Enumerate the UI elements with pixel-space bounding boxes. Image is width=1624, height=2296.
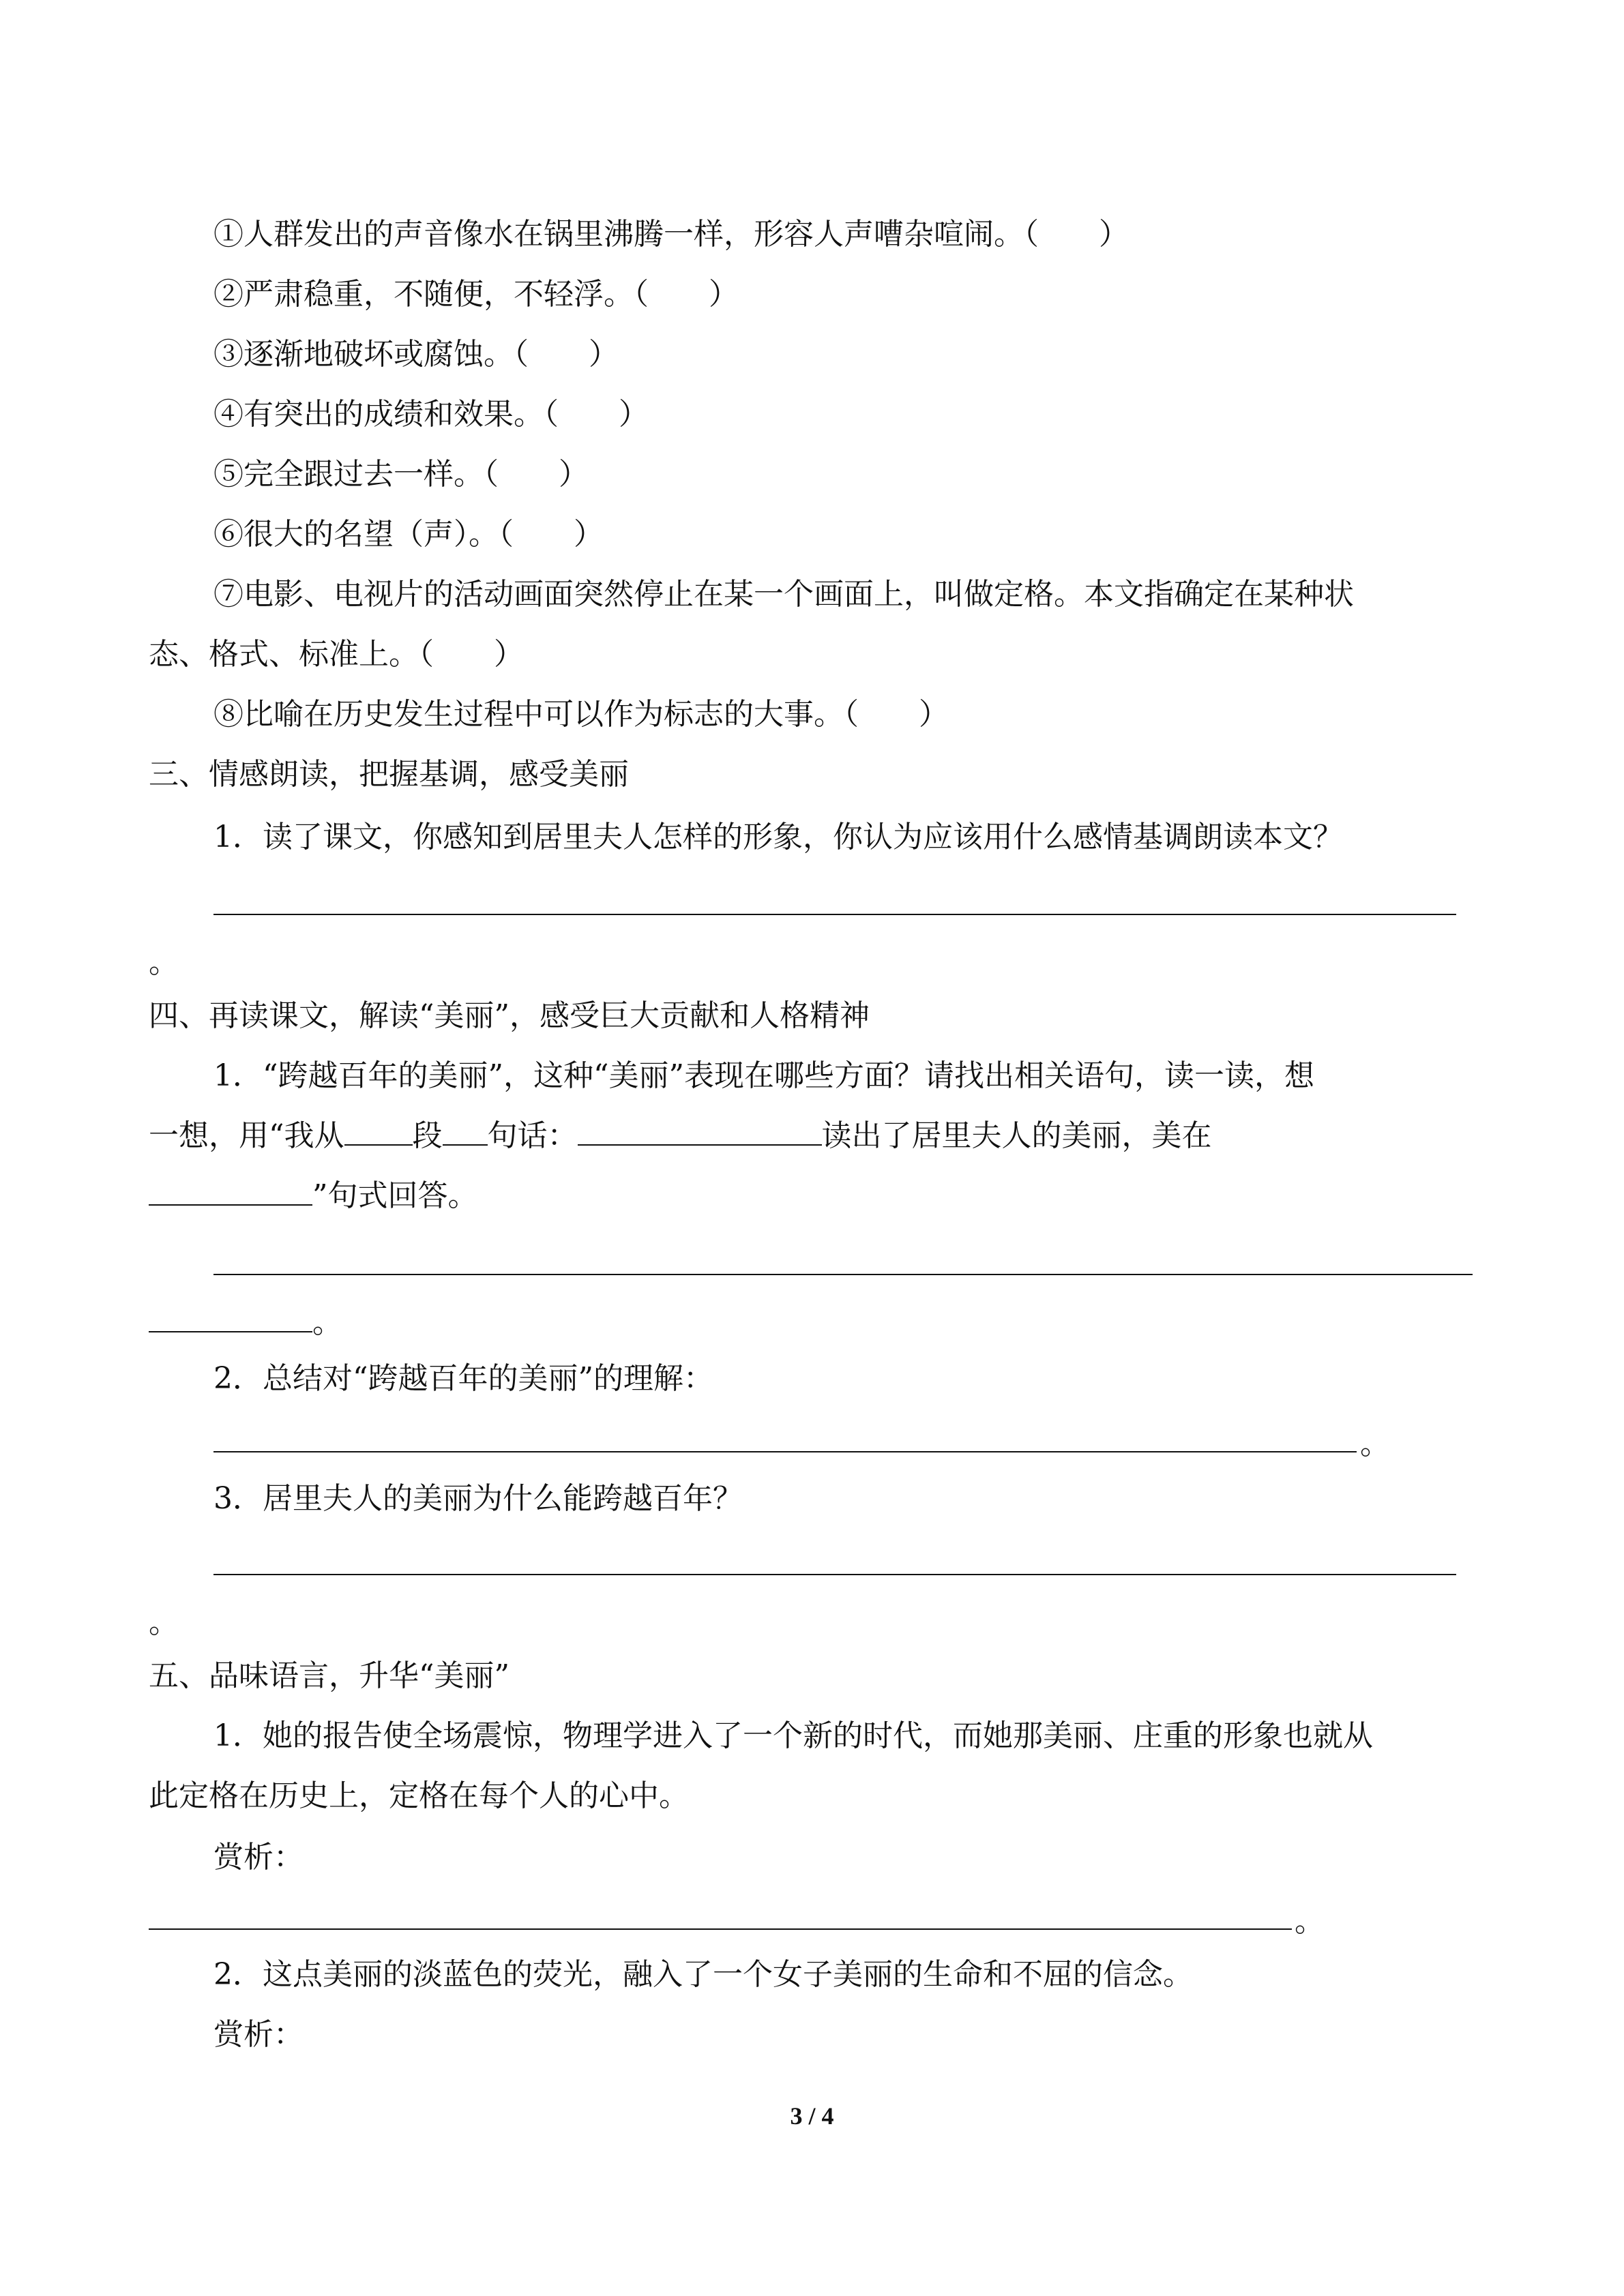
definition-item-5: ⑤完全跟过去一样。（ ） xyxy=(213,457,589,492)
section-4-question-3: 3．居里夫人的美丽为什么能跨越百年？ xyxy=(213,1481,743,1516)
section-5-question-2: 2．这点美丽的淡蓝色的荧光，融入了一个女子美丽的生命和不屈的信念。 xyxy=(213,1957,1193,1992)
section-3-heading: 三、情感朗读，把握基调，感受美丽 xyxy=(149,757,629,792)
definition-item-4: ④有突出的成绩和效果。（ ） xyxy=(213,397,649,432)
section-5-question-1-line-1: 1．她的报告使全场震惊，物理学进入了一个新的时代，而她那美丽、庄重的形象也就从 xyxy=(213,1718,1373,1753)
blank-paragraph[interactable] xyxy=(344,1117,413,1146)
answer-line-s4-q1-b[interactable] xyxy=(149,1304,312,1332)
answer-line-s4-q1-a[interactable] xyxy=(213,1274,1473,1275)
q1-text-d: 读出了居里夫人的美丽，美在 xyxy=(821,1118,1212,1153)
section-5-heading: 五、品味语言，升华“美丽” xyxy=(149,1658,510,1693)
answer-end-s4-q1: 。 xyxy=(312,1305,342,1340)
answer-end-s5-q1: 。 xyxy=(1295,1904,1325,1939)
answer-end-s4-q3: 。 xyxy=(149,1605,179,1640)
section-3-question-1: 1．读了课文，你感知到居里夫人怎样的形象，你认为应该用什么感情基调朗读本文？ xyxy=(213,820,1343,854)
answer-line-s5-q1[interactable] xyxy=(149,1928,1292,1930)
appreciation-label-1: 赏析： xyxy=(213,1840,304,1875)
blank-beauty-in[interactable] xyxy=(149,1177,312,1206)
definition-item-6: ⑥很大的名望（声）。（ ） xyxy=(213,517,604,552)
definition-item-7-cont: 态、格式、标准上。（ ） xyxy=(149,637,524,672)
answer-line-s3-q1[interactable] xyxy=(213,914,1456,915)
definition-item-3: ③逐渐地破坏或腐蚀。（ ） xyxy=(213,337,619,372)
section-4-question-1-line-2 xyxy=(149,1116,1212,1157)
blank-quote[interactable] xyxy=(578,1117,822,1146)
answer-s4-q1-b xyxy=(149,1302,342,1343)
page-number: 3 / 4 xyxy=(790,2102,834,2130)
section-5-question-1-line-2: 此定格在历史上，定格在每个人的心中。 xyxy=(149,1778,689,1813)
answer-end-s3-q1: 。 xyxy=(149,945,179,980)
q1-text-c: 句话： xyxy=(487,1118,578,1153)
q1-text-e: ”句式回答。 xyxy=(312,1178,478,1213)
answer-line-s4-q3[interactable] xyxy=(213,1574,1456,1575)
section-4-heading: 四、再读课文，解读“美丽”，感受巨大贡献和人格精神 xyxy=(149,998,870,1033)
definition-item-7: ⑦电影、电视片的活动画面突然停止在某一个画面上，叫做定格。本文指确定在某种状 xyxy=(213,577,1354,612)
answer-end-s4-q2: 。 xyxy=(1360,1427,1390,1461)
blank-sentence[interactable] xyxy=(443,1117,488,1146)
section-4-question-2: 2．总结对“跨越百年的美丽”的理解： xyxy=(213,1361,713,1396)
appreciation-label-2: 赏析： xyxy=(213,2017,304,2052)
section-4-question-1-line-1: 1．“跨越百年的美丽”，这种“美丽”表现在哪些方面？请找出相关语句，读一读，想 xyxy=(213,1058,1314,1093)
answer-line-s4-q2[interactable] xyxy=(213,1451,1357,1452)
section-4-question-1-line-3 xyxy=(149,1176,478,1217)
definition-item-1: ①人群发出的声音像水在锅里沸腾一样，形容人声嘈杂喧闹。（ ） xyxy=(213,217,1129,252)
definition-item-2: ②严肃稳重，不随便，不轻浮。（ ） xyxy=(213,277,739,312)
q1-text-a: 一想，用“我从 xyxy=(149,1118,344,1153)
definition-item-8: ⑧比喻在历史发生过程中可以作为标志的大事。（ ） xyxy=(213,697,949,732)
q1-text-b: 段 xyxy=(412,1118,443,1153)
